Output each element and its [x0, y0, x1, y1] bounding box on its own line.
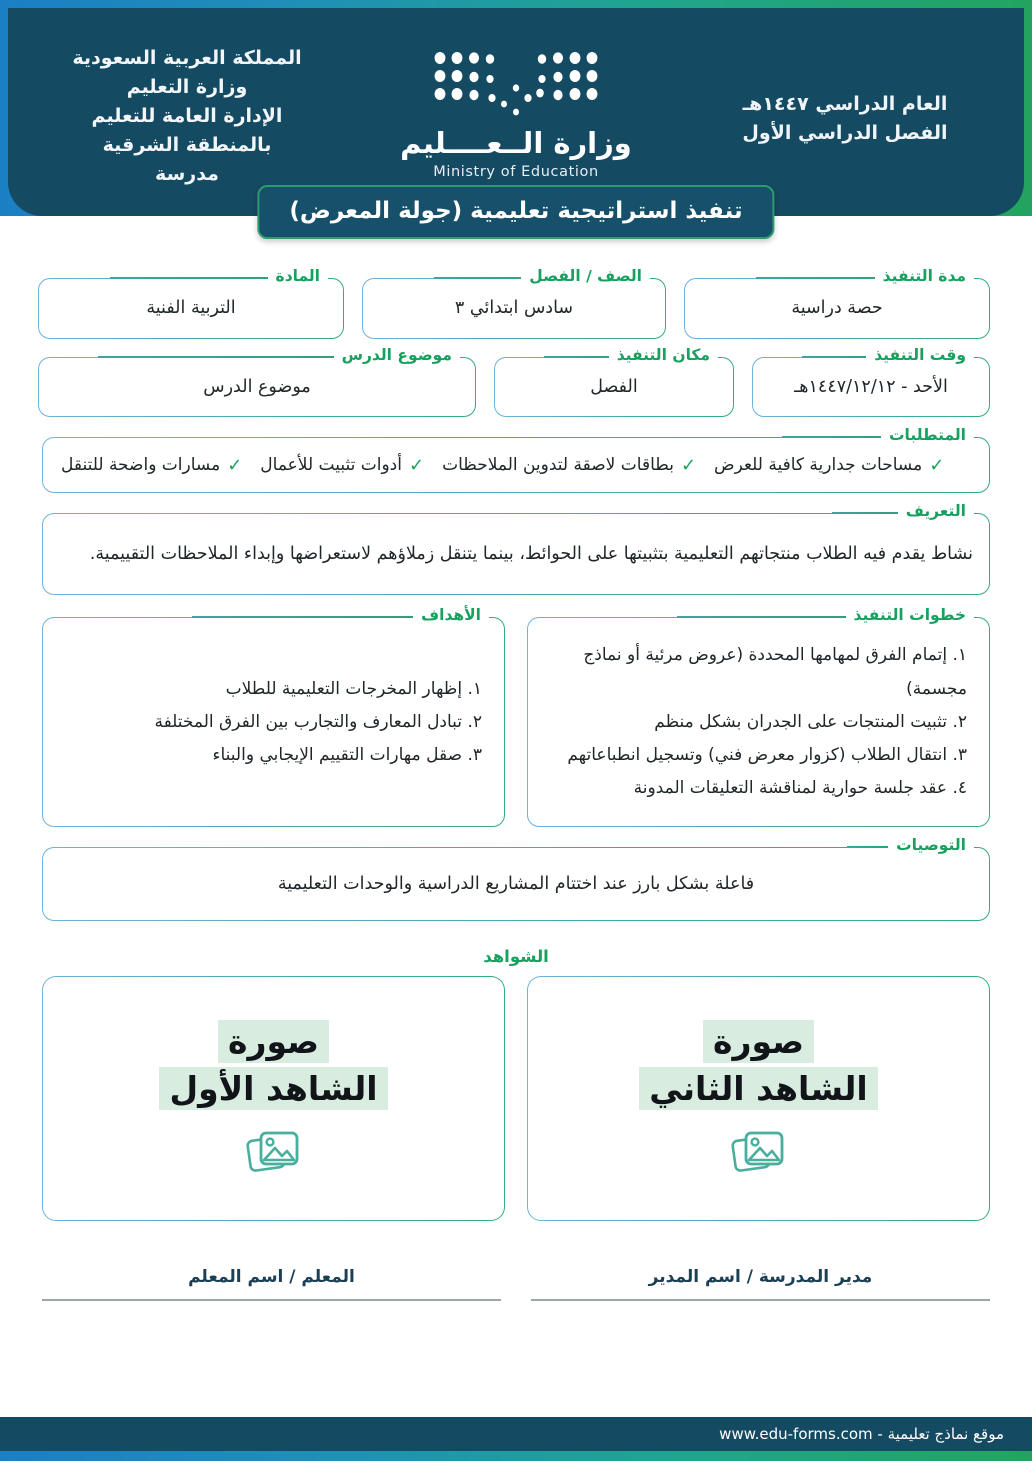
- recommendations-label: التوصيات: [888, 836, 974, 854]
- definition-text: نشاط يقدم فيه الطلاب منتجاتهم التعليمية بتثبيتها على الحوائط، بينما يتنقل زملاؤهم لاستعراضها وإبداء الملاحظات التقييمية.: [89, 543, 973, 564]
- page-title: تنفيذ استراتيجية تعليمية (جولة المعرض): [257, 185, 774, 239]
- ministry-line-4: بالمنطقة الشرقية: [102, 133, 272, 156]
- requirement-item: [61, 455, 242, 476]
- field-grade-value[interactable]: سادس ابتدائي ٣: [454, 298, 574, 318]
- definition-label: التعريف: [898, 502, 974, 520]
- signature-principal-line: [531, 1299, 990, 1301]
- logo-dots-icon: [428, 48, 604, 120]
- logo-english-text: Ministry of Education: [433, 164, 599, 180]
- signature-teacher-line: [42, 1299, 501, 1301]
- evidence-card-line2: الشاهد الأول: [159, 1067, 387, 1110]
- signature-teacher-label: المعلم / اسم المعلم: [188, 1267, 355, 1288]
- step-item: ٣. انتقال الطلاب (كزوار معرض فني) وتسجيل انطباعاتهم: [567, 744, 967, 765]
- requirements-list: [43, 439, 989, 492]
- fields-row-2: [42, 339, 990, 418]
- ministry-line-3: الإدارة العامة للتعليم: [91, 104, 283, 127]
- field-subject-rule: [110, 277, 272, 279]
- evidence-card-line1: صورة: [703, 1020, 814, 1063]
- field-topic-rule: [98, 356, 368, 358]
- field-place-label: مكان التنفيذ: [609, 346, 718, 364]
- field-place: [494, 345, 734, 418]
- requirement-item: [260, 455, 424, 476]
- section-recommendations: [42, 836, 990, 921]
- steps-rule: [677, 616, 855, 618]
- requirement-item: [714, 455, 944, 476]
- logo-arabic-text: وزارة الــعــــليم: [400, 126, 632, 160]
- academic-term: الفصل الدراسي الأول: [742, 122, 948, 145]
- section-objectives: [42, 606, 505, 827]
- steps-label: خطوات التنفيذ: [846, 606, 975, 624]
- signature-teacher: [42, 1267, 501, 1301]
- objectives-rule: [192, 616, 413, 618]
- academic-year-block: [700, 38, 990, 149]
- ministry-block: [42, 38, 332, 188]
- field-duration-label: مدة التنفيذ: [875, 267, 974, 285]
- check-icon: ✓: [227, 454, 243, 476]
- page-footer: [0, 1417, 1032, 1461]
- field-subject: [38, 267, 344, 339]
- field-duration-value[interactable]: حصة دراسية: [791, 298, 883, 318]
- footer-bar: [0, 1417, 1032, 1451]
- field-subject-label: المادة: [268, 267, 328, 285]
- check-icon: ✓: [408, 454, 425, 476]
- objectives-label: الأهداف: [413, 606, 489, 624]
- evidence-card-line1: صورة: [218, 1020, 329, 1063]
- evidence-card-line2: الشاهد الثاني: [639, 1067, 877, 1110]
- field-grade-label: الصف / الفصل: [521, 267, 650, 285]
- recommendations-text: فاعلة بشكل بارز عند اختتام المشاريع الدراسية والوحدات التعليمية: [277, 873, 755, 894]
- footer-gradient-strip: [0, 1451, 1032, 1461]
- section-requirements: [42, 426, 990, 493]
- steps-objectives-row: [42, 606, 990, 827]
- definition-rule: [832, 512, 902, 514]
- objectives-list: [43, 657, 504, 788]
- ministry-logo: [386, 38, 646, 180]
- requirement-text: بطاقات لاصقة لتدوين الملاحظات: [442, 455, 674, 476]
- image-placeholder-icon: [246, 1128, 302, 1178]
- step-item: ٤. عقد جلسة حوارية لمناقشة التعليقات المدونة: [633, 777, 967, 798]
- field-duration: [684, 267, 990, 339]
- field-place-value[interactable]: الفصل: [590, 376, 638, 397]
- page-header: [0, 0, 1032, 224]
- field-grade: [362, 267, 666, 339]
- field-time: [752, 345, 990, 418]
- fields-row-1: [42, 260, 990, 339]
- field-topic-value[interactable]: موضوع الدرس: [203, 376, 311, 397]
- requirement-item: [442, 455, 696, 476]
- step-item: ١. إتمام الفرق لمهامها المحددة (عروض مرئية أو نماذج مجسمة): [583, 645, 967, 699]
- requirement-text: مساحات جدارية كافية للعرض: [714, 455, 923, 476]
- academic-year: العام الدراسي ١٤٤٧هـ: [742, 93, 948, 115]
- objective-item: ٢. تبادل المعارف والتجارب بين الفرق المختلفة: [154, 711, 482, 732]
- check-icon: ✓: [929, 454, 945, 476]
- ministry-line-1: المملكة العربية السعودية: [72, 47, 302, 69]
- objective-item: ١. إظهار المخرجات التعليمية للطلاب: [225, 678, 482, 699]
- signatures-row: [42, 1267, 990, 1301]
- field-topic: [38, 345, 476, 418]
- image-placeholder-icon: [731, 1128, 787, 1178]
- requirements-rule: [782, 436, 895, 438]
- field-subject-value[interactable]: التربية الفنية: [146, 298, 236, 318]
- requirement-text: أدوات تثبيت للأعمال: [260, 455, 402, 476]
- field-topic-label: موضوع الدرس: [334, 346, 460, 364]
- requirements-label: المتطلبات: [881, 426, 974, 444]
- footer-text: موقع نماذج تعليمية - www.edu-forms.com: [719, 1425, 1004, 1443]
- objective-item: ٣. صقل مهارات التقييم الإيجابي والبناء: [212, 744, 482, 765]
- ministry-line-2: وزارة التعليم: [126, 75, 248, 98]
- requirement-text: مسارات واضحة للتنقل: [61, 455, 221, 476]
- evidence-row: [42, 976, 990, 1221]
- evidence-card-first[interactable]: [42, 976, 505, 1221]
- evidence-card-second[interactable]: [527, 976, 990, 1221]
- signature-principal-label: مدير المدرسة / اسم المدير: [648, 1267, 873, 1288]
- field-time-label: وقت التنفيذ: [866, 346, 974, 364]
- signature-principal: [531, 1267, 990, 1301]
- steps-list: [528, 623, 989, 821]
- evidence-heading: الشواهد: [483, 947, 549, 967]
- ministry-line-5: مدرسة: [155, 162, 219, 185]
- section-definition: [42, 502, 990, 595]
- check-icon: ✓: [680, 454, 697, 476]
- form-body: [0, 216, 1032, 1301]
- section-steps: [527, 606, 990, 827]
- step-item: ٢. تثبيت المنتجات على الجدران بشكل منظم: [654, 711, 967, 732]
- field-time-value[interactable]: الأحد - ١٤٤٧/١٢/١٢هـ: [794, 376, 948, 397]
